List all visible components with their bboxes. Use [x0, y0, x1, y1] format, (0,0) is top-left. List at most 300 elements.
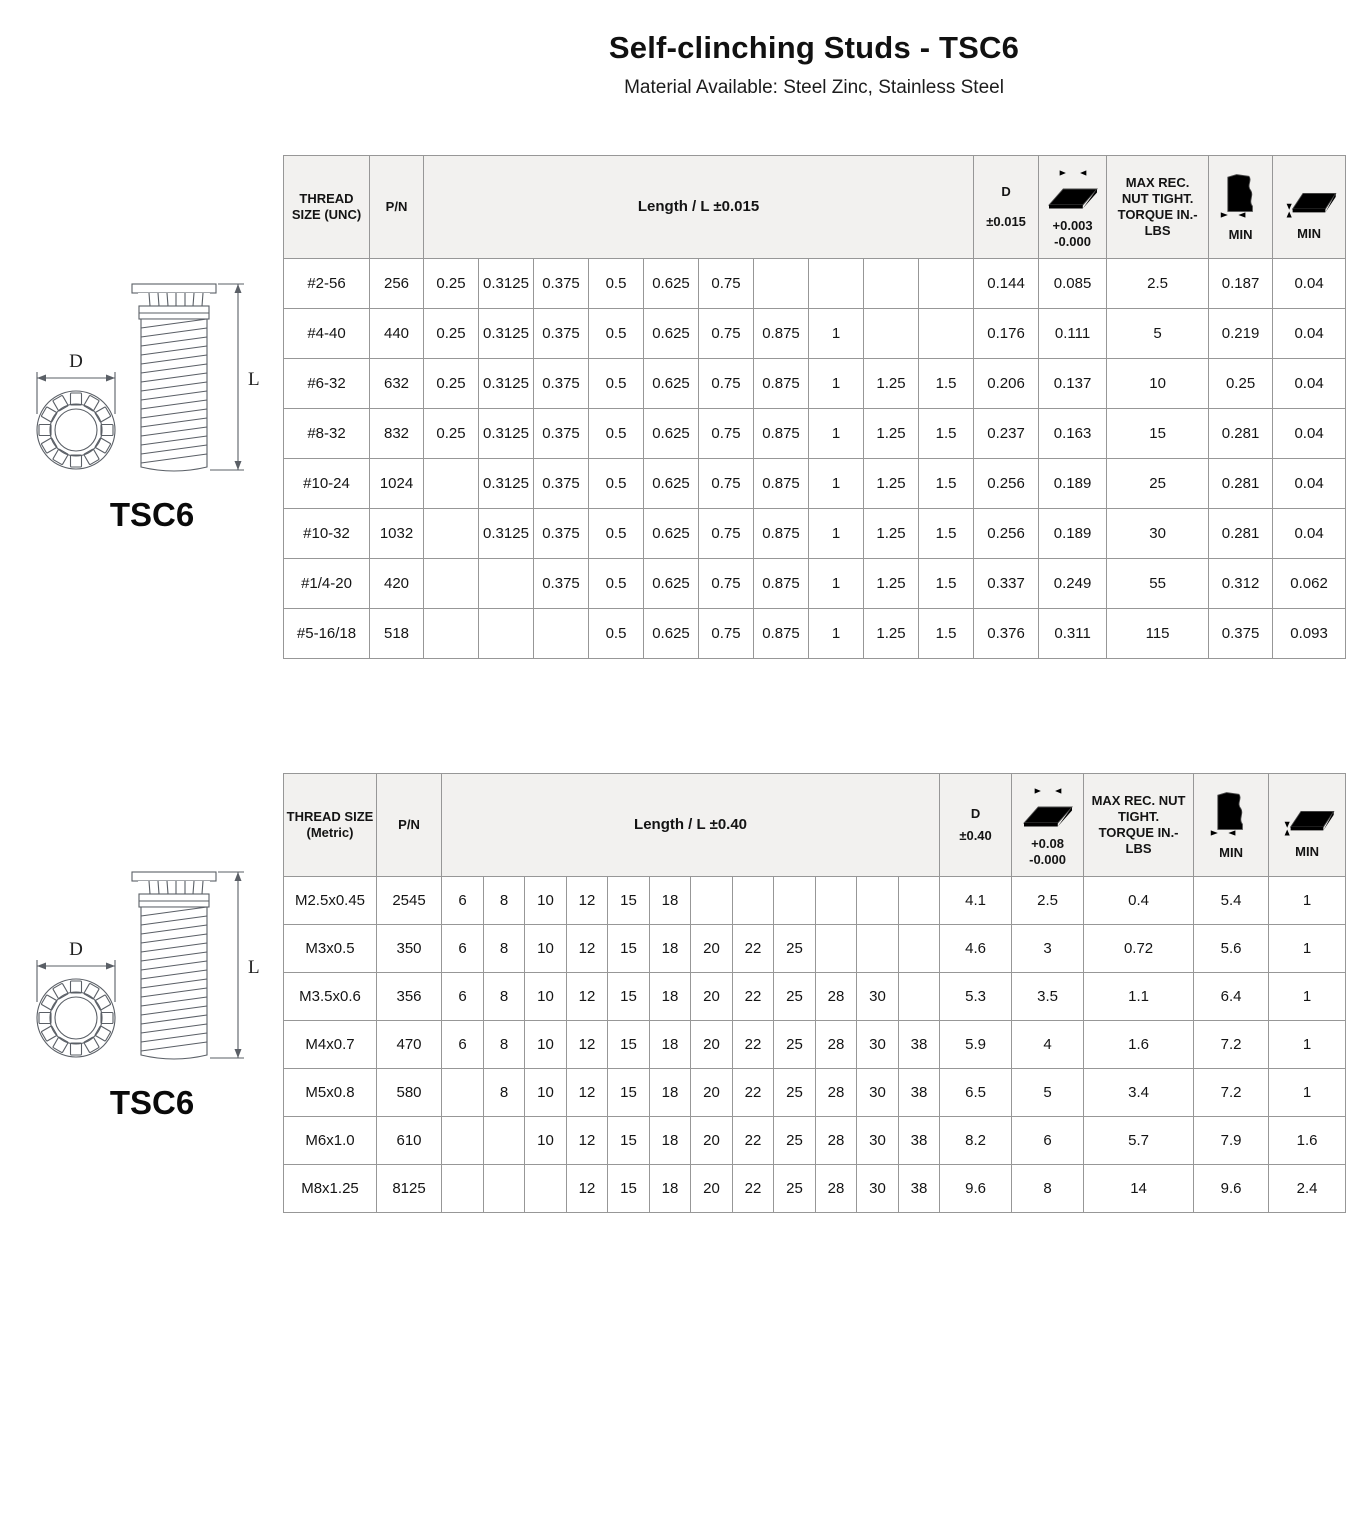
product-label: TSC6 — [109, 496, 195, 533]
part-number-cell: 518 — [370, 609, 424, 659]
sheet-thickness-icon — [1279, 789, 1335, 839]
length-cell: 0.375 — [534, 409, 589, 459]
product-label: TSC6 — [109, 1084, 195, 1121]
length-cell: 1.5 — [919, 359, 974, 409]
diameter-cell: 5.3 — [940, 973, 1012, 1021]
part-number-cell: 1024 — [370, 459, 424, 509]
length-cell: 8 — [484, 1069, 525, 1117]
torque-cell: 10 — [1107, 359, 1209, 409]
length-cell: 15 — [608, 1165, 650, 1213]
length-cell: 0.75 — [699, 409, 754, 459]
sheet-thickness-icon — [1281, 171, 1337, 221]
length-cell — [484, 1117, 525, 1165]
length-cell: 0.5 — [589, 459, 644, 509]
unc-table-body — [284, 259, 1346, 659]
length-cell: 10 — [525, 1069, 567, 1117]
length-cell — [424, 509, 479, 559]
length-cell: 25 — [774, 1069, 816, 1117]
table-row — [284, 1021, 1346, 1069]
page-header — [283, 30, 1345, 99]
length-cell: 1.25 — [864, 559, 919, 609]
hole-size-cell: 0.311 — [1039, 609, 1107, 659]
diameter-cell: 0.376 — [974, 609, 1039, 659]
table-row — [284, 973, 1346, 1021]
thread-size-cell: M3.5x0.6 — [284, 973, 377, 1021]
length-cell — [733, 877, 774, 925]
length-cell: 0.25 — [424, 309, 479, 359]
plate-hole-diameter-icon — [1045, 165, 1101, 213]
length-cell: 20 — [691, 1117, 733, 1165]
length-cell: 12 — [567, 1069, 608, 1117]
length-cell: 0.25 — [424, 409, 479, 459]
min-thickness-cell: 1.6 — [1269, 1117, 1346, 1165]
length-cell — [919, 309, 974, 359]
col-part-number: P/N — [377, 774, 442, 877]
thread-size-cell: #8-32 — [284, 409, 370, 459]
hole-size-cell: 0.163 — [1039, 409, 1107, 459]
length-cell: 0.3125 — [479, 509, 534, 559]
torque-cell: 30 — [1107, 509, 1209, 559]
length-cell: 6 — [442, 973, 484, 1021]
length-cell — [534, 609, 589, 659]
col-diameter: D ±0.015 — [974, 156, 1039, 259]
length-cell — [864, 259, 919, 309]
hole-size-cell: 0.085 — [1039, 259, 1107, 309]
table-row — [284, 309, 1346, 359]
length-cell: 15 — [608, 925, 650, 973]
min-edge-cell: 0.375 — [1209, 609, 1273, 659]
length-cell: 38 — [899, 1069, 940, 1117]
length-cell: 10 — [525, 1021, 567, 1069]
dim-d-label: D — [69, 351, 83, 372]
length-cell: 10 — [525, 877, 567, 925]
length-cell: 1.25 — [864, 459, 919, 509]
length-cell: 0.875 — [754, 559, 809, 609]
length-cell — [899, 973, 940, 1021]
col-hole-size: +0.003 -0.000 — [1039, 156, 1107, 259]
length-cell: 38 — [899, 1165, 940, 1213]
length-cell — [864, 309, 919, 359]
length-cell: 0.3125 — [479, 259, 534, 309]
table-row — [284, 559, 1346, 609]
length-cell: 0.375 — [534, 459, 589, 509]
length-cell — [809, 259, 864, 309]
min-edge-cell: 5.4 — [1194, 877, 1269, 925]
material-subtitle: Material Available: Steel Zinc, Stainless Steel — [624, 77, 1004, 98]
length-cell: 6 — [442, 1021, 484, 1069]
min-thickness-cell: 0.04 — [1273, 259, 1346, 309]
length-cell: 30 — [857, 1021, 899, 1069]
length-cell: 0.625 — [644, 609, 699, 659]
dim-l-label: L — [248, 369, 260, 390]
length-cell: 28 — [816, 1069, 857, 1117]
length-cell: 1.25 — [864, 509, 919, 559]
length-cell: 12 — [567, 877, 608, 925]
hole-size-cell: 0.111 — [1039, 309, 1107, 359]
min-thickness-cell: 1 — [1269, 877, 1346, 925]
length-cell: 1.5 — [919, 559, 974, 609]
length-cell: 18 — [650, 973, 691, 1021]
part-number-cell: 832 — [370, 409, 424, 459]
part-number-cell: 420 — [370, 559, 424, 609]
hole-size-cell: 4 — [1012, 1021, 1084, 1069]
thread-size-cell: M6x1.0 — [284, 1117, 377, 1165]
length-cell: 6 — [442, 925, 484, 973]
length-cell: 0.625 — [644, 409, 699, 459]
length-cell: 0.375 — [534, 359, 589, 409]
length-cell: 0.5 — [589, 309, 644, 359]
length-cell: 10 — [525, 1117, 567, 1165]
length-cell: 0.375 — [534, 309, 589, 359]
length-cell: 0.3125 — [479, 359, 534, 409]
torque-cell: 2.5 — [1107, 259, 1209, 309]
length-cell: 8 — [484, 877, 525, 925]
length-cell — [816, 925, 857, 973]
hole-size-cell: 0.189 — [1039, 459, 1107, 509]
length-cell: 10 — [525, 925, 567, 973]
min-thickness-cell: 2.4 — [1269, 1165, 1346, 1213]
length-cell — [442, 1165, 484, 1213]
length-cell: 22 — [733, 1165, 774, 1213]
min-thickness-cell: 1 — [1269, 973, 1346, 1021]
torque-cell: 0.72 — [1084, 925, 1194, 973]
length-cell: 28 — [816, 973, 857, 1021]
length-cell — [479, 559, 534, 609]
part-number-cell: 2545 — [377, 877, 442, 925]
thread-size-cell: #4-40 — [284, 309, 370, 359]
length-cell: 1 — [809, 409, 864, 459]
min-edge-cell: 5.6 — [1194, 925, 1269, 973]
min-thickness-cell: 0.04 — [1273, 509, 1346, 559]
length-cell — [442, 1117, 484, 1165]
hole-to-edge-distance-icon — [1209, 789, 1253, 840]
table-row — [284, 609, 1346, 659]
thread-size-cell: M4x0.7 — [284, 1021, 377, 1069]
length-cell: 22 — [733, 973, 774, 1021]
length-cell: 20 — [691, 1021, 733, 1069]
length-cell: 18 — [650, 1117, 691, 1165]
length-cell: 22 — [733, 925, 774, 973]
col-diameter: D ±0.40 — [940, 774, 1012, 877]
length-cell — [899, 877, 940, 925]
part-number-cell: 256 — [370, 259, 424, 309]
diameter-cell: 0.256 — [974, 509, 1039, 559]
length-cell — [442, 1069, 484, 1117]
length-cell: 0.5 — [589, 259, 644, 309]
length-cell: 6 — [442, 877, 484, 925]
diameter-cell: 0.206 — [974, 359, 1039, 409]
length-cell: 0.25 — [424, 359, 479, 409]
length-cell: 0.3125 — [479, 459, 534, 509]
diameter-cell: 0.176 — [974, 309, 1039, 359]
table-row — [284, 509, 1346, 559]
min-thickness-cell: 1 — [1269, 1021, 1346, 1069]
length-cell: 28 — [816, 1117, 857, 1165]
length-cell: 0.5 — [589, 609, 644, 659]
torque-cell: 14 — [1084, 1165, 1194, 1213]
length-cell: 0.75 — [699, 459, 754, 509]
length-cell: 0.625 — [644, 559, 699, 609]
table-row — [284, 925, 1346, 973]
length-cell: 28 — [816, 1021, 857, 1069]
torque-cell: 1.6 — [1084, 1021, 1194, 1069]
stud-side-view — [132, 284, 216, 471]
stud-technical-drawing — [22, 856, 280, 1148]
part-number-cell: 8125 — [377, 1165, 442, 1213]
thread-size-cell: #6-32 — [284, 359, 370, 409]
stud-drawing-unc — [22, 268, 280, 560]
min-thickness-cell: 1 — [1269, 1069, 1346, 1117]
unc-spec-table — [283, 155, 1346, 659]
dimension-l — [210, 872, 260, 1058]
length-cell: 0.25 — [424, 259, 479, 309]
diameter-cell: 0.337 — [974, 559, 1039, 609]
metric-table-body — [284, 877, 1346, 1213]
min-edge-cell: 0.281 — [1209, 459, 1273, 509]
col-torque: MAX REC. NUT TIGHT. TORQUE IN.-LBS — [1107, 156, 1209, 259]
length-cell — [479, 609, 534, 659]
thread-size-cell: M8x1.25 — [284, 1165, 377, 1213]
length-cell: 20 — [691, 973, 733, 1021]
stud-technical-drawing — [22, 268, 280, 560]
table-row — [284, 1165, 1346, 1213]
thread-size-cell: #2-56 — [284, 259, 370, 309]
length-cell: 30 — [857, 1117, 899, 1165]
stud-side-view — [132, 872, 216, 1059]
length-cell: 30 — [857, 1069, 899, 1117]
length-cell: 22 — [733, 1117, 774, 1165]
length-cell: 15 — [608, 1117, 650, 1165]
length-cell: 0.3125 — [479, 309, 534, 359]
length-cell: 1 — [809, 359, 864, 409]
length-cell: 0.375 — [534, 509, 589, 559]
dimension-l — [210, 284, 260, 470]
hole-size-cell: 0.249 — [1039, 559, 1107, 609]
stud-top-view — [37, 391, 115, 469]
hole-size-cell: 3.5 — [1012, 973, 1084, 1021]
length-cell: 0.75 — [699, 509, 754, 559]
thread-size-cell: #10-32 — [284, 509, 370, 559]
diameter-cell: 8.2 — [940, 1117, 1012, 1165]
diameter-cell: 0.237 — [974, 409, 1039, 459]
length-cell: 10 — [525, 973, 567, 1021]
length-cell: 25 — [774, 1165, 816, 1213]
length-cell — [484, 1165, 525, 1213]
min-thickness-cell: 0.093 — [1273, 609, 1346, 659]
length-cell — [816, 877, 857, 925]
length-cell: 38 — [899, 1117, 940, 1165]
thread-size-cell: M2.5x0.45 — [284, 877, 377, 925]
min-edge-cell: 0.25 — [1209, 359, 1273, 409]
length-cell: 1.5 — [919, 609, 974, 659]
length-cell: 0.875 — [754, 309, 809, 359]
min-edge-cell: 0.281 — [1209, 409, 1273, 459]
col-thread-size: THREAD SIZE (UNC) — [284, 156, 370, 259]
hole-size-cell: 3 — [1012, 925, 1084, 973]
length-cell: 20 — [691, 925, 733, 973]
col-length: Length / L ±0.015 — [424, 156, 974, 259]
length-cell: 0.625 — [644, 459, 699, 509]
thread-size-cell: #5-16/18 — [284, 609, 370, 659]
torque-cell: 1.1 — [1084, 973, 1194, 1021]
col-thread-size: THREAD SIZE (Metric) — [284, 774, 377, 877]
col-min-edge: MIN — [1209, 156, 1273, 259]
thread-size-cell: #10-24 — [284, 459, 370, 509]
torque-cell: 0.4 — [1084, 877, 1194, 925]
length-cell: 12 — [567, 1117, 608, 1165]
length-cell — [754, 259, 809, 309]
length-cell: 20 — [691, 1165, 733, 1213]
length-cell: 12 — [567, 925, 608, 973]
torque-cell: 55 — [1107, 559, 1209, 609]
part-number-cell: 350 — [377, 925, 442, 973]
length-cell: 0.5 — [589, 359, 644, 409]
length-cell: 1 — [809, 459, 864, 509]
length-cell: 12 — [567, 1021, 608, 1069]
length-cell: 0.5 — [589, 409, 644, 459]
length-cell: 25 — [774, 925, 816, 973]
length-cell: 0.625 — [644, 509, 699, 559]
metric-header-row — [284, 774, 1346, 877]
length-cell: 0.75 — [699, 309, 754, 359]
table-row — [284, 877, 1346, 925]
length-cell: 15 — [608, 877, 650, 925]
min-thickness-cell: 0.04 — [1273, 409, 1346, 459]
length-cell: 0.5 — [589, 509, 644, 559]
length-cell: 0.625 — [644, 359, 699, 409]
hole-size-cell: 8 — [1012, 1165, 1084, 1213]
length-cell: 25 — [774, 973, 816, 1021]
torque-cell: 5 — [1107, 309, 1209, 359]
length-cell: 0.875 — [754, 609, 809, 659]
table-row — [284, 459, 1346, 509]
length-cell: 8 — [484, 925, 525, 973]
col-min-thickness: MIN — [1269, 774, 1346, 877]
length-cell: 0.375 — [534, 259, 589, 309]
col-min-edge: MIN — [1194, 774, 1269, 877]
min-edge-cell: 0.281 — [1209, 509, 1273, 559]
min-edge-cell: 7.2 — [1194, 1069, 1269, 1117]
hole-size-cell: 5 — [1012, 1069, 1084, 1117]
length-cell: 0.625 — [644, 259, 699, 309]
thread-size-cell: #1/4-20 — [284, 559, 370, 609]
hole-size-cell: 2.5 — [1012, 877, 1084, 925]
length-cell: 1 — [809, 609, 864, 659]
length-cell: 38 — [899, 1021, 940, 1069]
length-cell: 18 — [650, 925, 691, 973]
length-cell: 0.75 — [699, 559, 754, 609]
table-row — [284, 1069, 1346, 1117]
length-cell: 15 — [608, 1069, 650, 1117]
part-number-cell: 580 — [377, 1069, 442, 1117]
length-cell: 15 — [608, 1021, 650, 1069]
length-cell: 0.375 — [534, 559, 589, 609]
plate-hole-diameter-icon — [1020, 783, 1076, 831]
length-cell — [857, 877, 899, 925]
min-edge-cell: 0.219 — [1209, 309, 1273, 359]
length-cell — [424, 609, 479, 659]
length-cell: 0.75 — [699, 259, 754, 309]
min-thickness-cell: 0.062 — [1273, 559, 1346, 609]
col-torque: MAX REC. NUT TIGHT. TORQUE IN.-LBS — [1084, 774, 1194, 877]
length-cell — [691, 877, 733, 925]
length-cell: 0.875 — [754, 509, 809, 559]
hole-size-cell: 0.137 — [1039, 359, 1107, 409]
part-number-cell: 440 — [370, 309, 424, 359]
metric-spec-table — [283, 773, 1346, 1213]
length-cell: 0.75 — [699, 609, 754, 659]
col-min-thickness: MIN — [1273, 156, 1346, 259]
length-cell: 30 — [857, 1165, 899, 1213]
min-thickness-cell: 0.04 — [1273, 459, 1346, 509]
length-cell — [424, 559, 479, 609]
part-number-cell: 1032 — [370, 509, 424, 559]
length-cell: 1.5 — [919, 409, 974, 459]
length-cell: 30 — [857, 973, 899, 1021]
length-cell: 1.5 — [919, 509, 974, 559]
part-number-cell: 356 — [377, 973, 442, 1021]
col-hole-size: +0.08 -0.000 — [1012, 774, 1084, 877]
part-number-cell: 632 — [370, 359, 424, 409]
length-cell: 25 — [774, 1117, 816, 1165]
part-number-cell: 610 — [377, 1117, 442, 1165]
length-cell: 22 — [733, 1021, 774, 1069]
table-row — [284, 409, 1346, 459]
stud-top-view — [37, 979, 115, 1057]
length-cell: 12 — [567, 973, 608, 1021]
col-length: Length / L ±0.40 — [442, 774, 940, 877]
length-cell: 0.75 — [699, 359, 754, 409]
page-title: Self-clinching Studs - TSC6 — [608, 30, 1020, 65]
length-cell: 1.25 — [864, 359, 919, 409]
torque-cell: 115 — [1107, 609, 1209, 659]
diameter-cell: 0.256 — [974, 459, 1039, 509]
length-cell — [525, 1165, 567, 1213]
length-cell: 1 — [809, 559, 864, 609]
length-cell: 18 — [650, 877, 691, 925]
length-cell: 18 — [650, 1021, 691, 1069]
length-cell — [424, 459, 479, 509]
diameter-cell: 0.144 — [974, 259, 1039, 309]
length-cell: 8 — [484, 1021, 525, 1069]
min-edge-cell: 0.187 — [1209, 259, 1273, 309]
length-cell: 1.25 — [864, 609, 919, 659]
length-cell: 0.875 — [754, 409, 809, 459]
length-cell: 1 — [809, 509, 864, 559]
torque-cell: 25 — [1107, 459, 1209, 509]
col-part-number: P/N — [370, 156, 424, 259]
length-cell — [774, 877, 816, 925]
length-cell — [857, 925, 899, 973]
length-cell — [899, 925, 940, 973]
length-cell: 1.5 — [919, 459, 974, 509]
diameter-cell: 4.1 — [940, 877, 1012, 925]
length-cell: 28 — [816, 1165, 857, 1213]
table-row — [284, 359, 1346, 409]
length-cell: 18 — [650, 1165, 691, 1213]
unc-header-row — [284, 156, 1346, 259]
length-cell: 15 — [608, 973, 650, 1021]
diameter-cell: 5.9 — [940, 1021, 1012, 1069]
torque-cell: 3.4 — [1084, 1069, 1194, 1117]
torque-cell: 5.7 — [1084, 1117, 1194, 1165]
length-cell: 1 — [809, 309, 864, 359]
length-cell: 12 — [567, 1165, 608, 1213]
min-edge-cell: 7.9 — [1194, 1117, 1269, 1165]
length-cell: 8 — [484, 973, 525, 1021]
min-edge-cell: 0.312 — [1209, 559, 1273, 609]
min-thickness-cell: 0.04 — [1273, 309, 1346, 359]
